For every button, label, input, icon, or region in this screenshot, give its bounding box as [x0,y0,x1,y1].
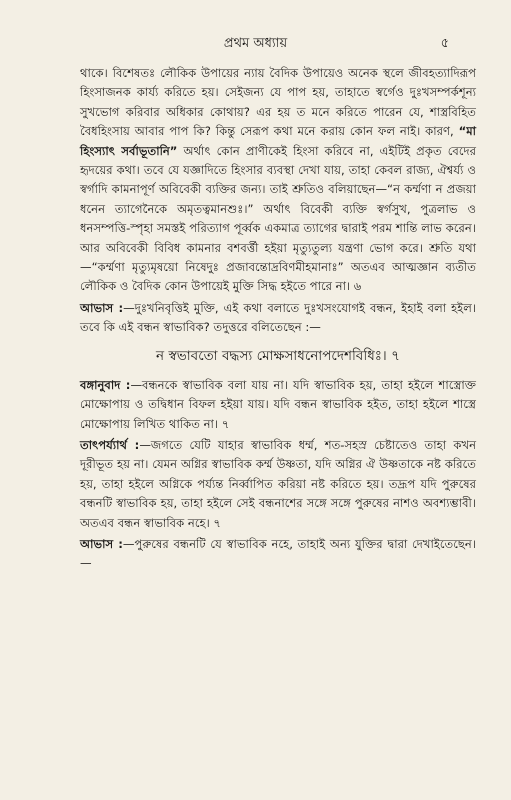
abhas-text-2: —পুরুষের বন্ধনটি যে স্বাভাবিক নহে, তাহাই অন্য যুক্তির দ্বারা দেখাইতেছেন।— [80,536,476,571]
abhas-label-2: আভাস : [80,536,123,551]
translation-text: —বন্ধনকে স্বাভাবিক বলা যায় না। যদি স্বাভাবিক হয়, তাহা হইলে শাস্ত্রোক্ত মোক্ষোপায় ও তদ্বিধান বিফল হইয়া যায়। যদি বন্ধন স্বাভাবিক হইত, তাহা হইলে শাস্ত্রে মোক্ষোপায় লিখিত থাকিত না। ৭ [80,377,476,431]
explanation-paragraph [80,436,476,533]
explanation-text: —জগতে যেটি যাহার স্বাভাবিক ধর্ম্ম, শত-সহস্র চেষ্টাতেও তাহা কখন দূরীভূত হয় না। যেমন অগ্নির স্বাভাবিক কর্ম্ম উষ্ণতা, যদি অগ্নির ঐ উষ্ণতাকে নষ্ট করিতে হয়, তাহা হইলে অগ্নিকে পর্য্যন্ত নির্ব্বাপিত করিয়া নষ্ট করিতে হয়। তদ্রূপ যদি পুরুষের বন্ধনটি স্বাভাবিক হয়, তাহা হইলে সেই বন্ধনাশের সঙ্গে সঙ্গে পুরুষের নাশও অবশ্যম্ভাবী। অতএব বন্ধন স্বাভাবিক নহে। ৭ [80,437,476,530]
abhas-paragraph [80,299,476,338]
translation-paragraph [80,376,476,434]
running-title: প্রথম অধ্যায় [223,36,288,51]
abhas-paragraph-2 [80,535,476,574]
sutra-verse: ন স্বভাবতো বদ্ধস্য মোক্ষসাধনোপদেশবিধিঃ। ৭ [156,348,400,364]
shruti-quote: “মা হিংস্যাৎ সর্বাভূতানি” [80,124,476,158]
commentary-text-continued: অর্থাৎ কোন প্রাণীকেই হিংসা করিবে না, এইটিই প্রকৃত বেদের হৃদয়ের কথা। তবে যে যজ্ঞাদিতে হিংসার ব্যবস্থা দেখা যায়, তাহা কেবল রাজ্য, ঐশ্বর্য্য ও স্বর্গাদি কামনাপূর্ণ অবিবেকী ব্যক্তির জন্য। তাই শ্রুতিও বলিয়াছেন—“ন কর্ম্মণা ন প্রজয়া ধনেন ত্যাগেনৈকে অমৃতত্বমানশুঃ।” অর্থাৎ বিবেকী ব্যক্তি স্বর্গসুখ, পুত্রলাভ ও ধনসম্পত্তি-স্পৃহা সমস্তই পরিত্যাগ পূর্ব্বক একমাত্র ত্যাগের দ্বারাই পরম শান্তি লাভ করেন। আর অবিবেকী বিবিধ কামনার বশবর্ত্তী হইয়া মৃত্যুতুল্য যন্ত্রণা ভোগ করে। শ্রুতি যথা—“কর্ম্মণা মৃত্যুমৃষয়ো নিষেদুঃ প্রজাবন্তোদ্রবিণমীহমানাঃ” অতএব আত্মজ্ঞান ব্যতীত লৌকিক ও বৈদিক কোন উপায়েই মুক্তি সিদ্ধ হইতে পারে না। ৬ [80,143,476,294]
commentary-paragraph [80,64,476,297]
abhas-label: আভাস : [80,300,124,315]
translation-label: বঙ্গানুবাদ : [80,377,131,392]
commentary-text: থাকে। বিশেষতঃ লৌকিক উপায়ের ন্যায় বৈদিক উপায়েও অনেক স্থলে জীবহত্যাদিরূপ হিংসাজনক কার্য্য করিতে হয়। সেইজন্য যে পাপ হয়, তাহাতে স্বর্গেও দুঃখসম্পর্কশূন্য সুখভোগ করিবার অধিকার কোথায়? এর হয় ত মনে করিতে পারেন যে, শাস্ত্রবিহিত বৈধহিংসায় আবার পাপ কি? কিন্তু সেরূপ কথা মনে করায় কোন ফল নাই। কারণ, [80,66,476,139]
page-body [80,64,476,574]
page-header [0,34,511,54]
page-number: ৫ [440,36,449,51]
abhas-text: —দুঃখনিবৃত্তিই মুক্তি, এই কথা বলাতে দুঃখসংযোগই বন্ধন, ইহাই বলা হইল। তবে কি এই বন্ধন স্বাভাবিক? তদুত্তরে বলিতেছেন :— [80,300,476,335]
explanation-label: তাৎপর্য্যার্থ : [80,437,140,452]
